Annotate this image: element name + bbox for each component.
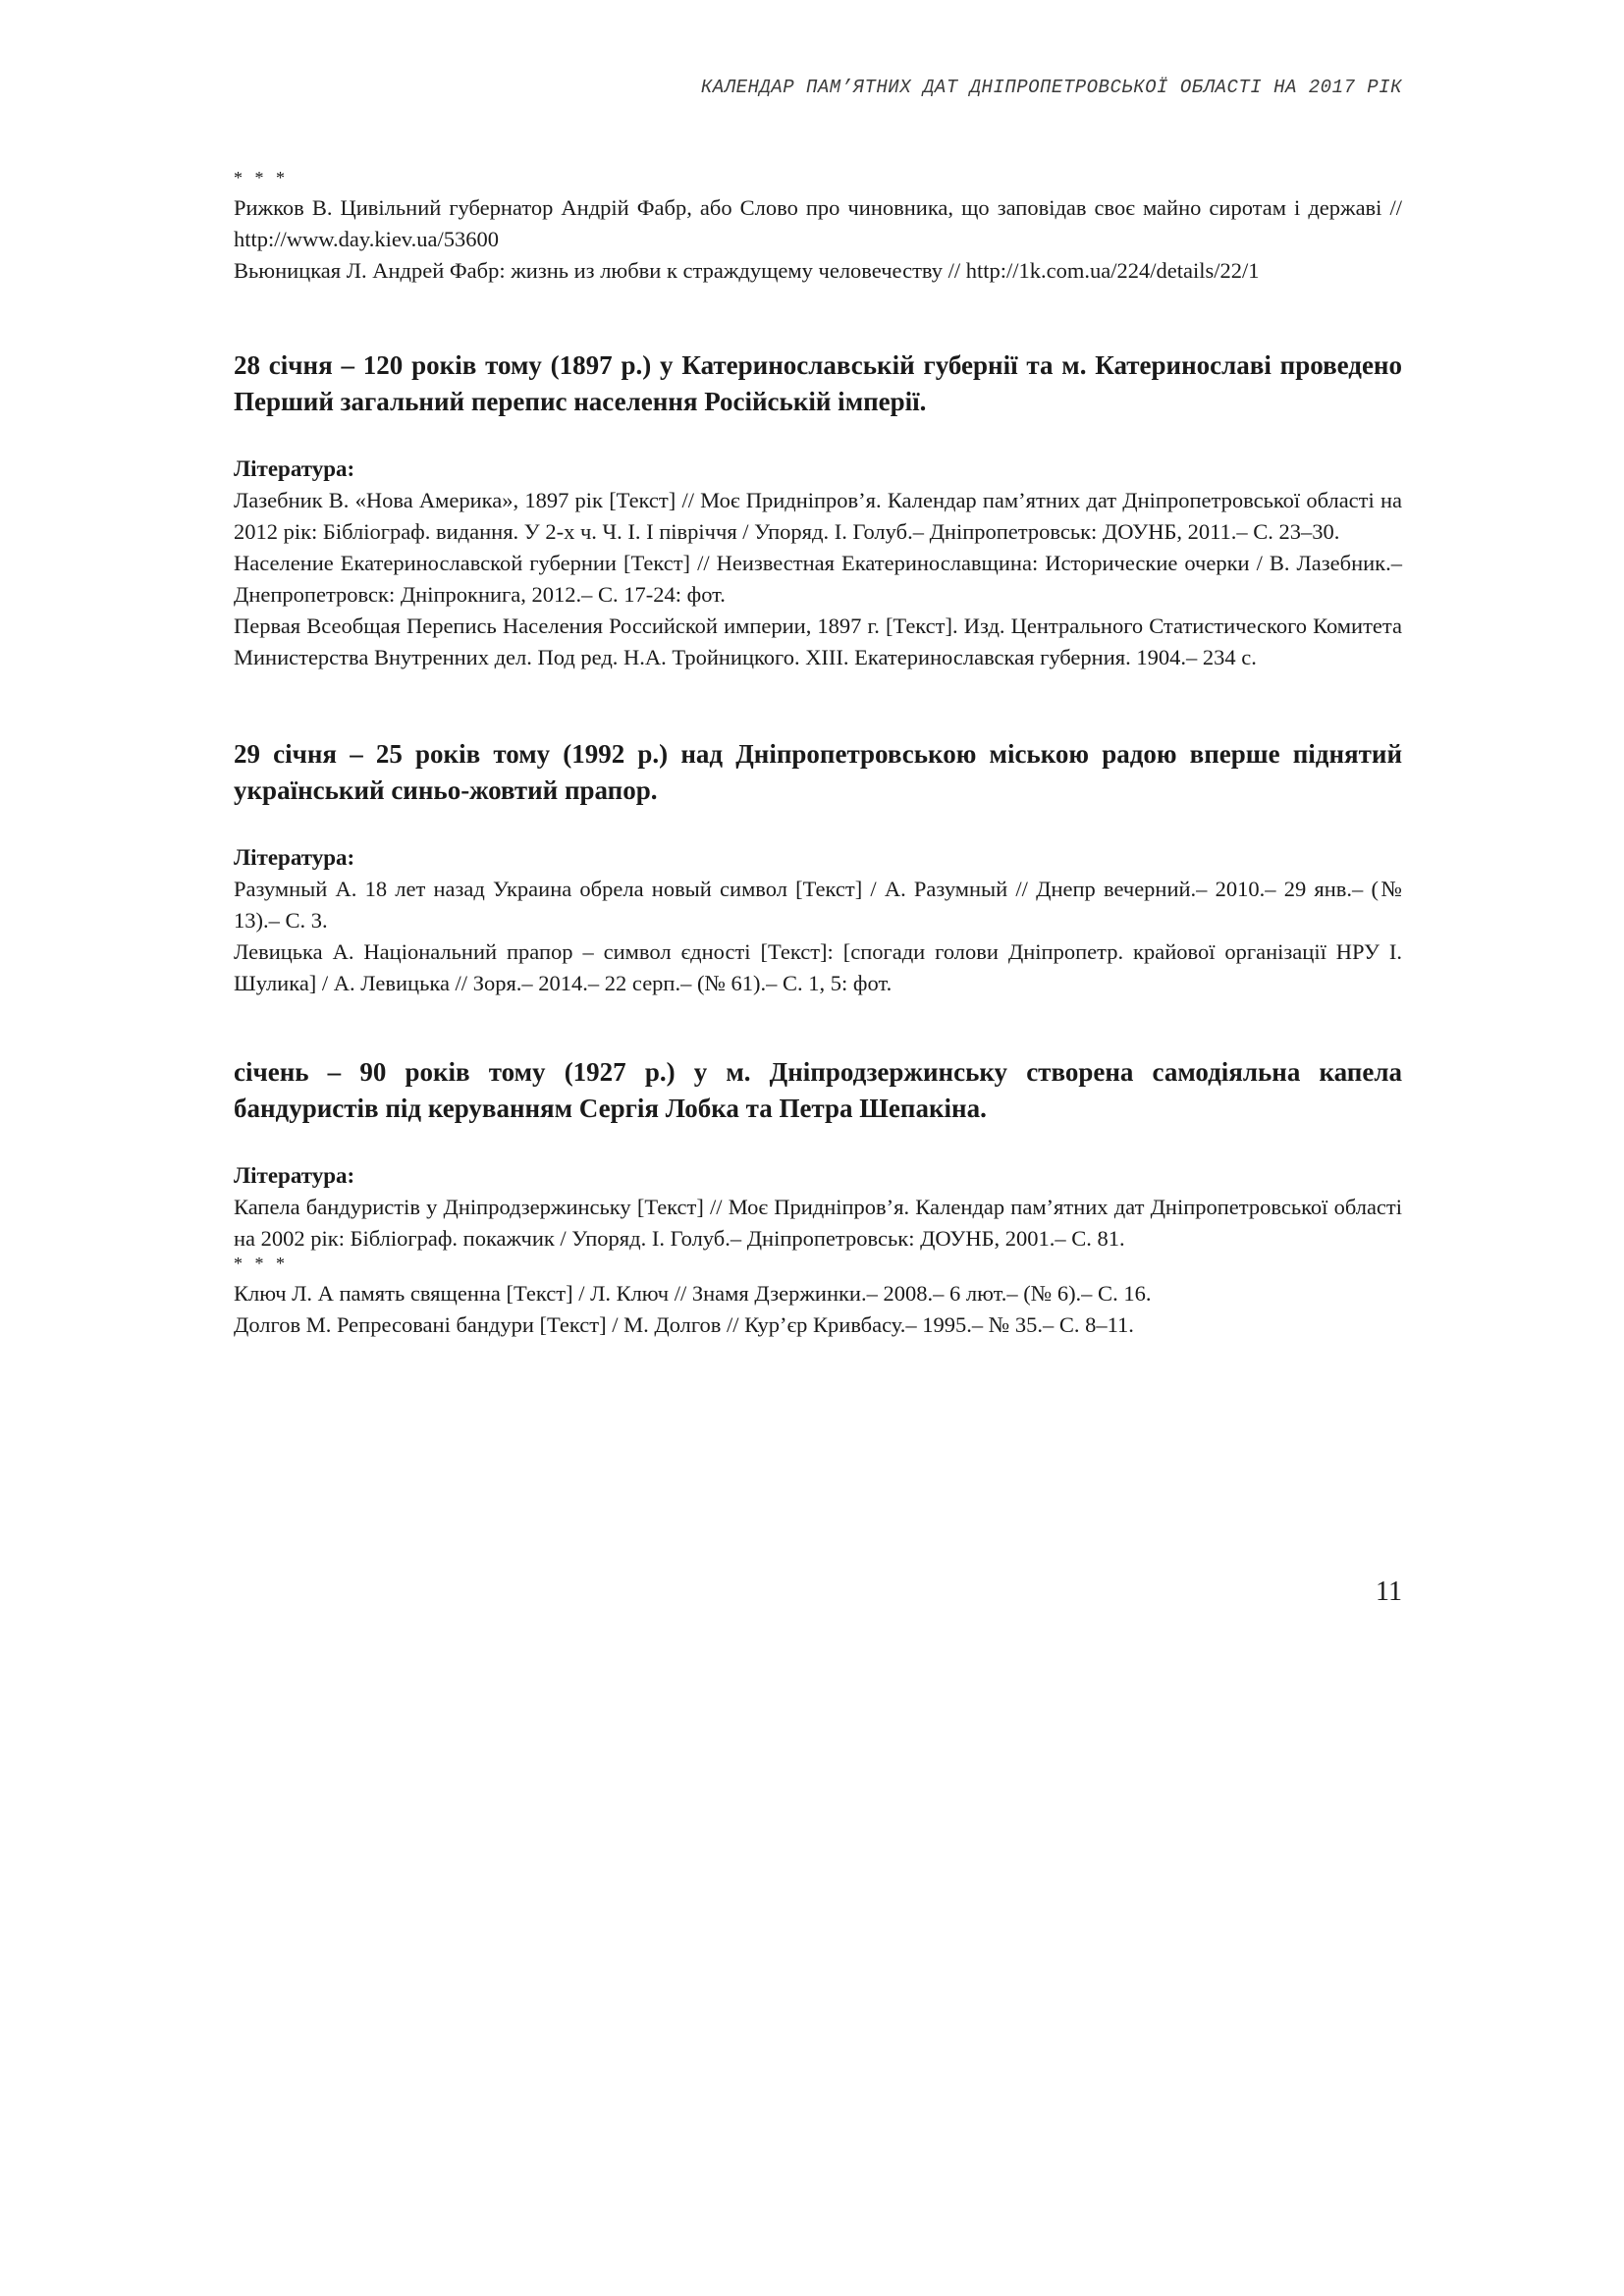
literature-label: Література: (234, 1163, 355, 1188)
bibliography-entry: Левицька А. Національний прапор – символ єдності [Текст]: [спогади голови Дніпропетр. крайової організації НРУ І. Шулика] / А. Левицька // Зоря.– 2014.– 22 серп.– (№ 61).– С. 1, 5: фот. (234, 939, 1402, 995)
date-section (234, 736, 1402, 999)
date-section (234, 1054, 1402, 1341)
page-content (234, 169, 1402, 1341)
running-header: КАЛЕНДАР ПАМ’ЯТНИХ ДАТ ДНІПРОПЕТРОВСЬКОЇ ОБЛАСТІ НА 2017 РІК (700, 77, 1402, 98)
bibliography-entry: Ключ Л. А память священна [Текст] / Л. Ключ // Знамя Дзержинки.– 2008.– 6 лют.– (№ 6).– С. 16. (234, 1281, 1152, 1306)
date-heading: 28 січня – 120 років тому (1897 р.) у Катеринославській губернії та м. Катеринославі проведено Перший загальний перепис населення Російській імперії. (234, 350, 1402, 416)
intro-block (234, 169, 1402, 287)
bibliography-entry: Вьюницкая Л. Андрей Фабр: жизнь из любви к страждущему человечеству // http://1k.com.ua/224/details/22/1 (234, 258, 1260, 283)
asterisks-separator: * * * (234, 1254, 289, 1273)
literature-label: Література: (234, 456, 355, 481)
bibliography-entry: Долгов М. Репресовані бандури [Текст] / М. Долгов // Кур’єр Кривбасу.– 1995.– № 35.– С. 8–11. (234, 1312, 1134, 1337)
bibliography-entry: Рижков В. Цивільний губернатор Андрій Фабр, або Слово про чиновника, що заповідав своє майно сиротам і державі // http://www.day.kiev.ua/53600 (234, 195, 1402, 251)
bibliography-entry: Лазебник В. «Нова Америка», 1897 рік [Текст] // Моє Придніпров’я. Календар пам’ятних дат Дніпропетровської області на 2012 рік: Бібліограф. видання. У 2-х ч. Ч. І. І півріччя / Упоряд. І. Голуб.– Дніпропетровськ: ДОУНБ, 2011.– С. 23–30. (234, 488, 1402, 544)
date-section (234, 347, 1402, 673)
bibliography-entry: Первая Всеобщая Перепись Населения Российской империи, 1897 г. [Текст]. Изд. Центрального Статистического Комитета Министерства Внутренних дел. Под ред. Н.А. Тройницкого. XIII. Екатеринославская губерния. 1904.– 234 с. (234, 614, 1402, 669)
date-heading: 29 січня – 25 років тому (1992 р.) над Дніпропетровською міською радою вперше піднятий український синьо-жовтий прапор. (234, 739, 1402, 805)
bibliography-entry: Капела бандуристів у Дніпродзержинську [Текст] // Моє Придніпров’я. Календар пам’ятних дат Дніпропетровської області на 2002 рік: Бібліограф. покажчик / Упоряд. І. Голуб.– Дніпропетровськ: ДОУНБ, 2001.– С. 81. (234, 1195, 1402, 1251)
date-heading: січень – 90 років тому (1927 р.) у м. Дніпродзержинську створена самодіяльна капела бандуристів під керуванням Сергія Лобка та Петра Шепакіна. (234, 1057, 1402, 1123)
page-number: 11 (1376, 1576, 1402, 1607)
bibliography-entry: Разумный А. 18 лет назад Украина обрела новый символ [Текст] / А. Разумный // Днепр вечерний.– 2010.– 29 янв.– (№ 13).– С. 3. (234, 877, 1402, 933)
bibliography-entry: Население Екатеринославской губернии [Текст] // Неизвестная Екатеринославщина: Исторические очерки / В. Лазебник.– Днепропетровск: Дніпрокнига, 2012.– С. 17-24: фот. (234, 551, 1402, 607)
asterisks-separator: * * * (234, 168, 289, 187)
literature-label: Література: (234, 845, 355, 870)
